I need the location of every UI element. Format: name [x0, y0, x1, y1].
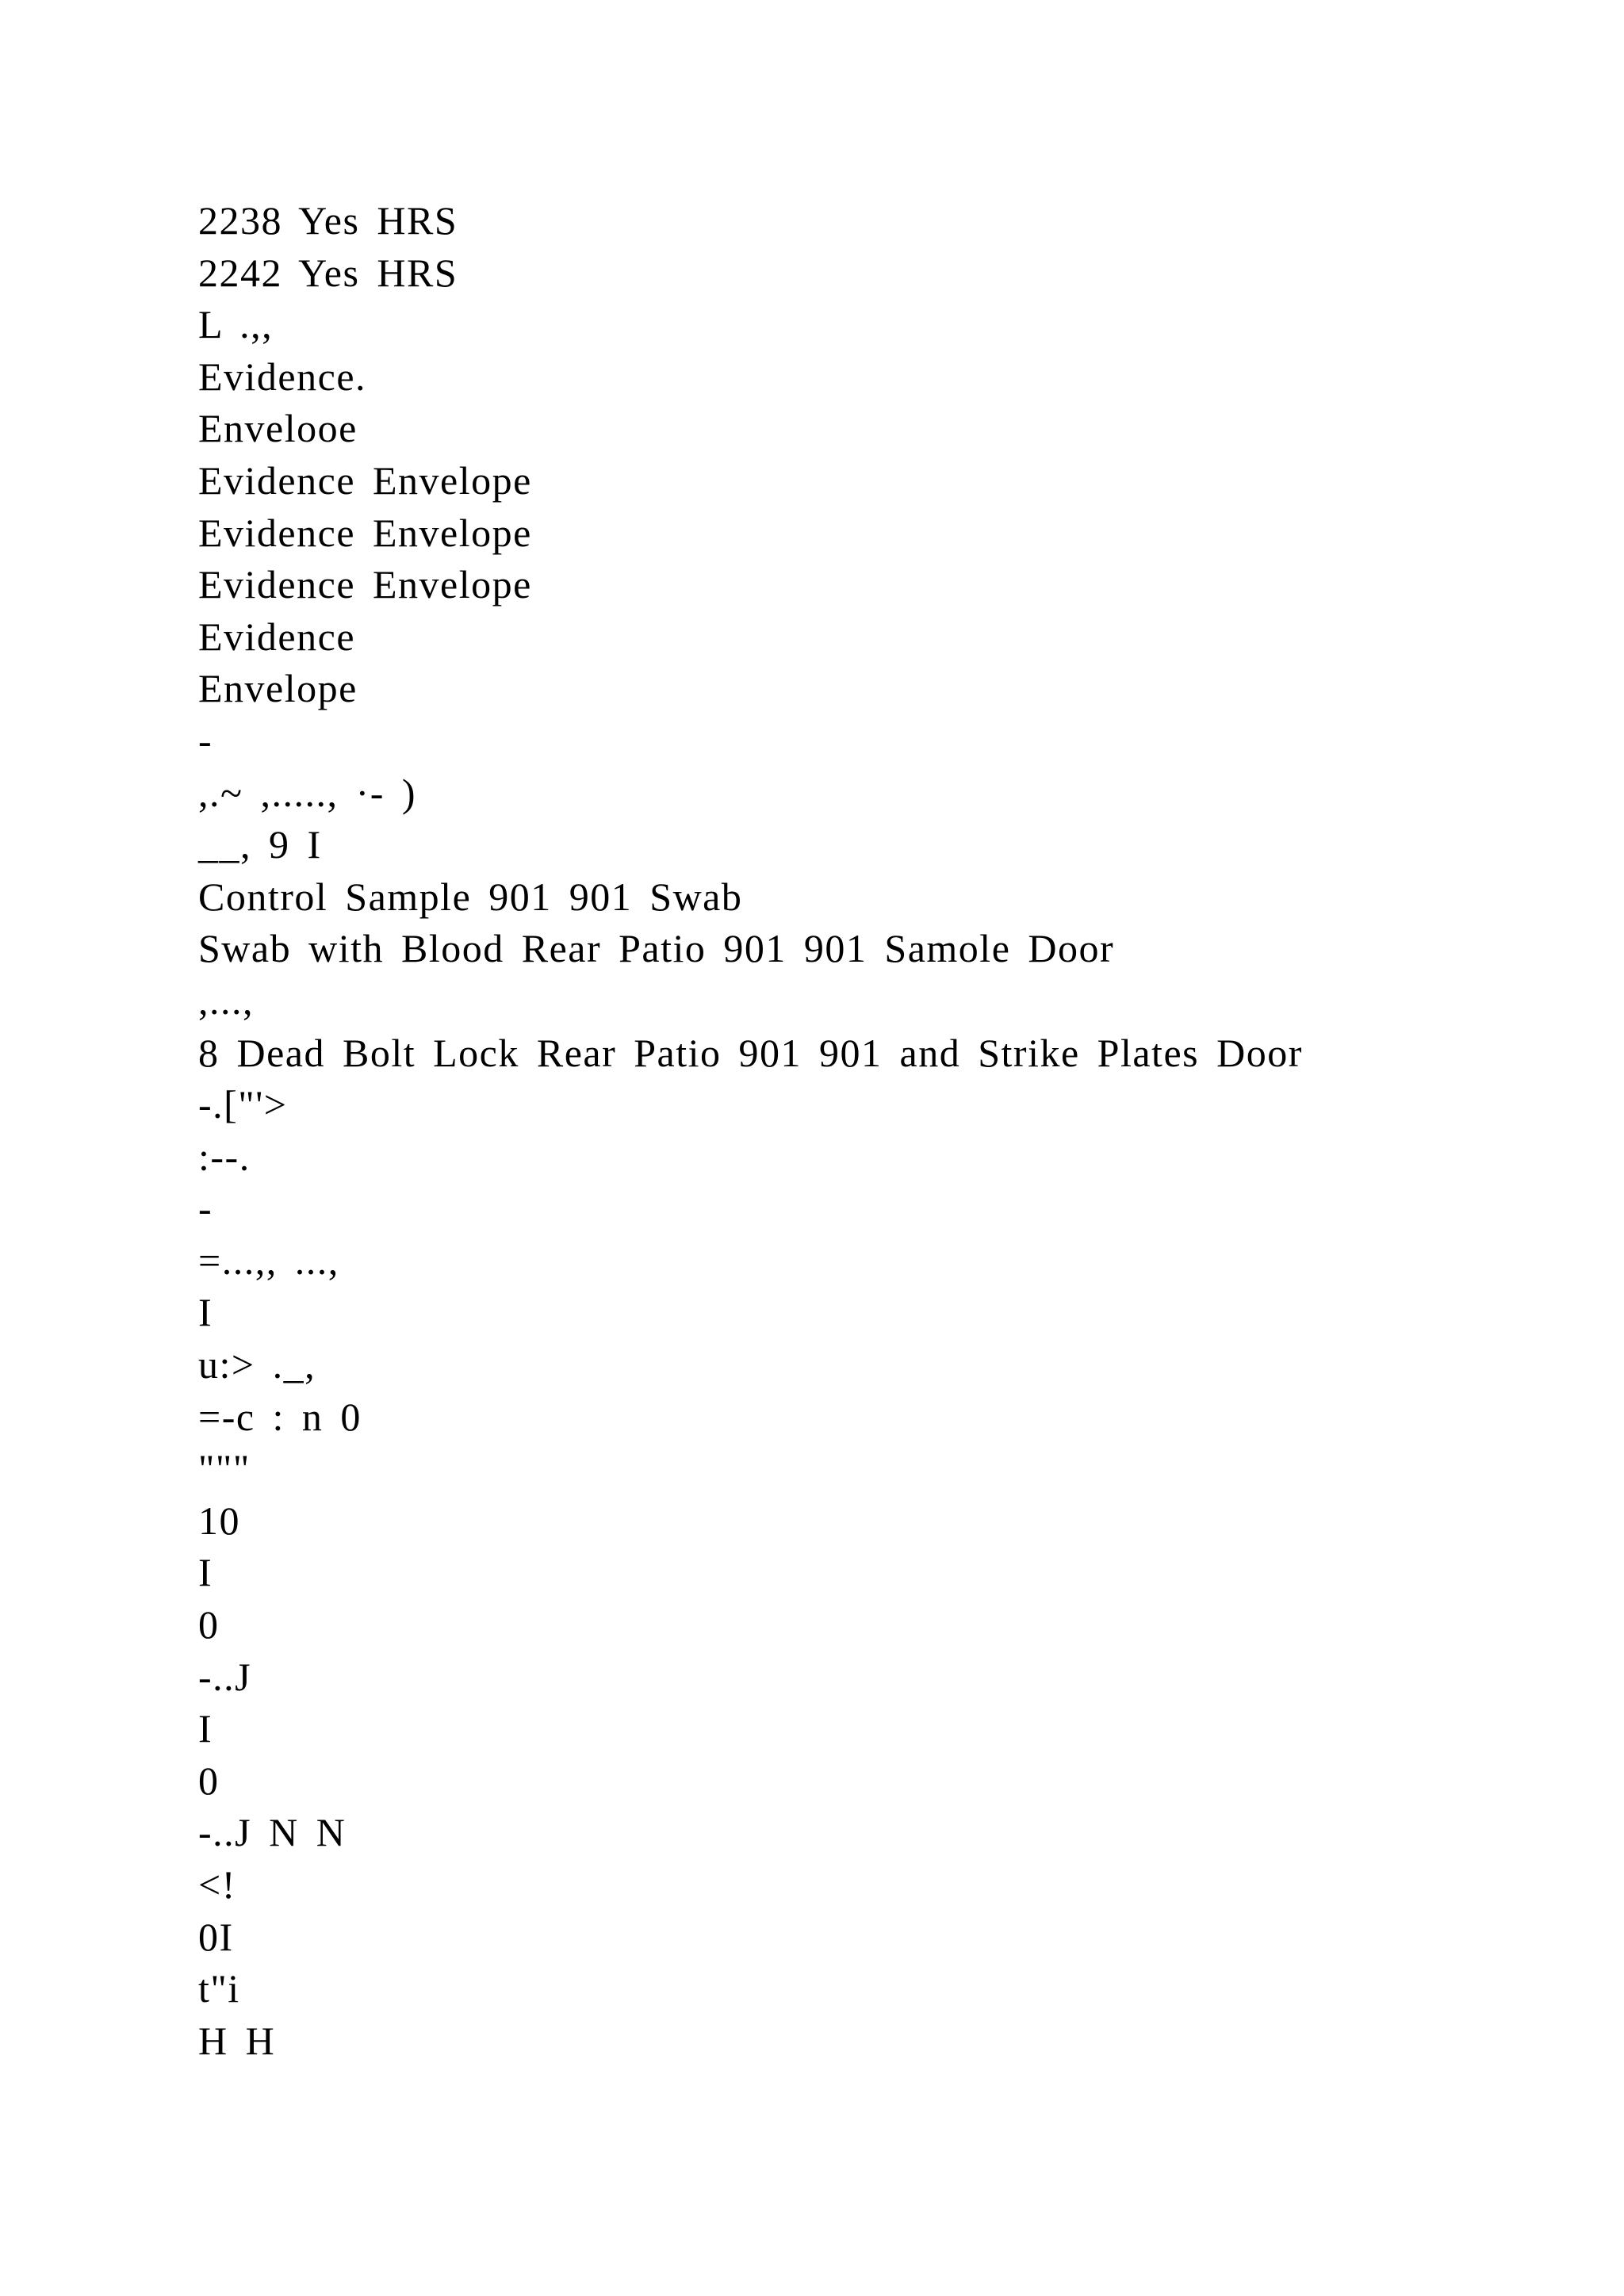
text-line: Control Sample 901 901 Swab	[198, 874, 743, 919]
document-text	[198, 195, 1546, 2067]
text-line: I	[198, 1290, 213, 1335]
text-line: Evidence.	[198, 354, 367, 399]
text-line: Evidence Envelope	[198, 562, 532, 607]
text-line: ,...,	[198, 978, 254, 1023]
text-line: Evidence	[198, 614, 356, 659]
text-line: -..J N N	[198, 1810, 347, 1855]
text-line: :--.	[198, 1134, 251, 1179]
text-line: -	[198, 718, 213, 763]
text-line: 8 Dead Bolt Lock Rear Patio 901 901 and Strike Plates Door	[198, 1030, 1303, 1075]
text-line: Envelooe	[198, 406, 358, 451]
text-line: Swab with Blood Rear Patio 901 901 Samole Door	[198, 926, 1115, 971]
text-line: 10	[198, 1498, 240, 1543]
text-line: __, 9 I	[198, 822, 322, 867]
text-line: <!	[198, 1862, 236, 1907]
text-line: Evidence Envelope	[198, 510, 532, 555]
text-line: Envelope	[198, 666, 358, 711]
text-line: Evidence Envelope	[198, 457, 532, 503]
text-line: 2238 Yes HRS	[198, 198, 458, 243]
text-line: -	[198, 1186, 213, 1231]
text-line: L .,,	[198, 302, 274, 347]
text-line: =...,, ...,	[198, 1238, 339, 1283]
text-line: H H	[198, 2018, 276, 2063]
text-line: 2242 Yes HRS	[198, 250, 458, 295]
text-line: -.["'>	[198, 1082, 288, 1127]
text-line: 0	[198, 1758, 220, 1803]
text-line: t"i	[198, 1966, 240, 2011]
text-line: -..J	[198, 1654, 252, 1699]
text-line: 0I	[198, 1914, 234, 1959]
text-line: u:> ._,	[198, 1342, 316, 1387]
text-line: 0	[198, 1602, 220, 1647]
text-line: =-c : n 0	[198, 1394, 362, 1439]
text-line: ,.~ ,....., ·- )	[198, 770, 417, 815]
text-line: """	[198, 1446, 251, 1491]
text-line: I	[198, 1550, 213, 1595]
text-line: I	[198, 1706, 213, 1751]
